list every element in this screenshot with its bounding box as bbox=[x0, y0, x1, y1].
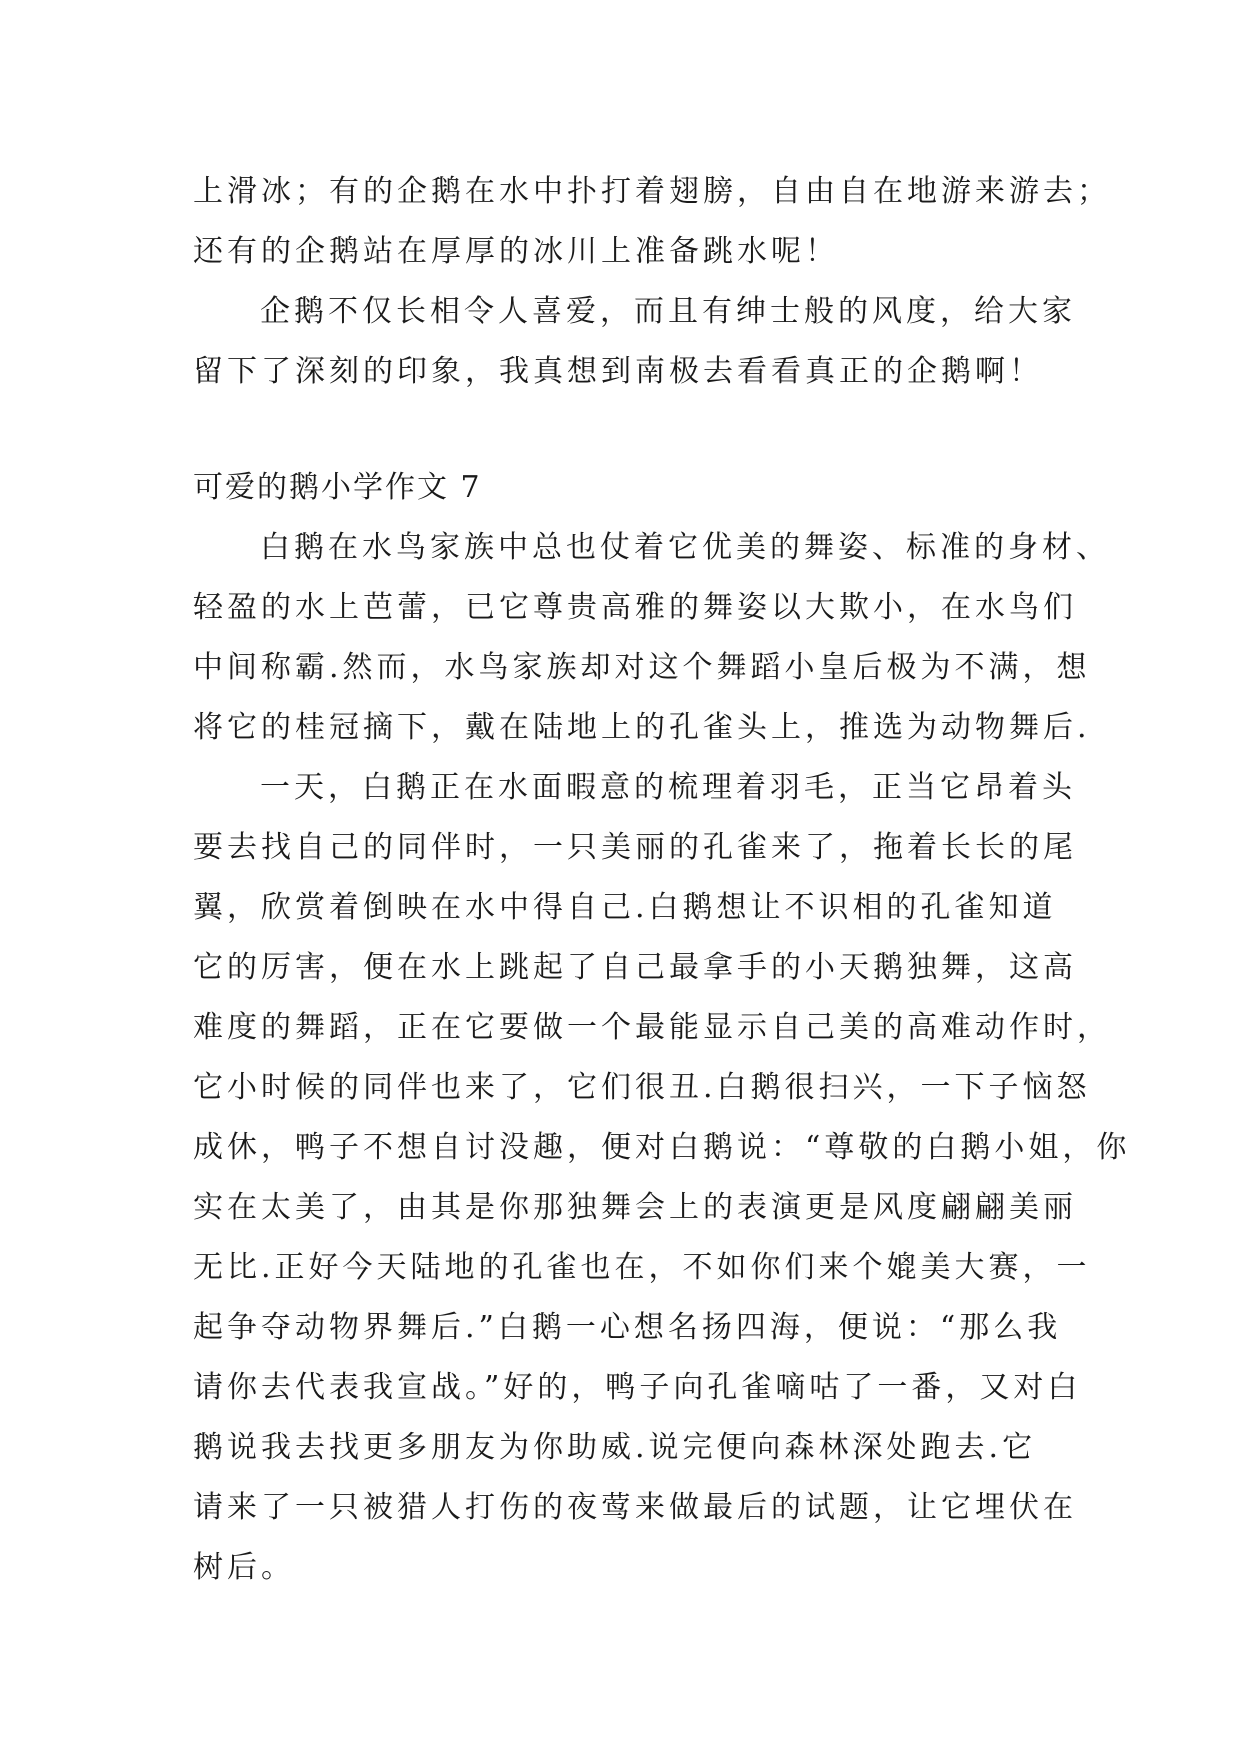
text-line: 请你去代表我宣战。”好的，鸭子向孔雀嘀咕了一番，又对白 bbox=[193, 1370, 1082, 1405]
text-line: 要去找自己的同伴时，一只美丽的孔雀来了，拖着长长的尾 bbox=[193, 830, 1077, 865]
prev-conclusion-paragraph bbox=[193, 282, 1076, 402]
section-spacer bbox=[193, 402, 1073, 458]
paragraph-1 bbox=[193, 518, 1110, 758]
text-line: 还有的企鹅站在厚厚的冰川上准备跳水呢！ bbox=[193, 234, 839, 269]
text-line: 将它的桂冠摘下，戴在陆地上的孔雀头上，推选为动物舞后. bbox=[193, 710, 1091, 745]
paragraph-2 bbox=[193, 758, 1131, 1598]
text-line: 一天，白鹅正在水面暇意的梳理着羽毛，正当它昂着头 bbox=[260, 770, 1076, 805]
text-line: 翼，欣赏着倒映在水中得自己.白鹅想让不识相的孔雀知道 bbox=[193, 890, 1057, 925]
text-line: 上滑冰；有的企鹅在水中扑打着翅膀，自由自在地游来游去； bbox=[193, 174, 1111, 209]
prev-section-text bbox=[193, 162, 1111, 282]
text-line: 树后。 bbox=[193, 1550, 295, 1585]
text-line: 它的厉害，便在水上跳起了自己最拿手的小天鹅独舞，这高 bbox=[193, 950, 1077, 985]
section-title: 可爱的鹅小学作文 7 bbox=[193, 470, 482, 505]
text-line: 轻盈的水上芭蕾，已它尊贵高雅的舞姿以大欺小，在水鸟们 bbox=[193, 590, 1077, 625]
text-line: 留下了深刻的印象，我真想到南极去看看真正的企鹅啊！ bbox=[193, 354, 1043, 389]
text-line: 白鹅在水鸟家族中总也仗着它优美的舞姿、标准的身材、 bbox=[260, 530, 1110, 565]
text-line: 无比.正好今天陆地的孔雀也在，不如你们来个媲美大赛，一 bbox=[193, 1250, 1091, 1285]
text-line: 鹅说我去找更多朋友为你助威.说完便向森林深处跑去.它 bbox=[193, 1430, 1037, 1465]
text-line: 实在太美了，由其是你那独舞会上的表演更是风度翩翩美丽 bbox=[193, 1190, 1077, 1225]
text-line: 难度的舞蹈，正在它要做一个最能显示自己美的高难动作时， bbox=[193, 1010, 1111, 1045]
document-page bbox=[193, 162, 1131, 1598]
text-line: 成休，鸭子不想自讨没趣，便对白鹅说：“尊敬的白鹅小姐，你 bbox=[193, 1130, 1131, 1165]
text-line: 中间称霸.然而，水鸟家族却对这个舞蹈小皇后极为不满，想 bbox=[193, 650, 1091, 685]
text-line: 它小时候的同伴也来了，它们很丑.白鹅很扫兴，一下子恼怒 bbox=[193, 1070, 1091, 1105]
text-line: 起争夺动物界舞后.”白鹅一心想名扬四海，便说：“那么我 bbox=[193, 1310, 1062, 1345]
text-line: 请来了一只被猎人打伤的夜莺来做最后的试题，让它埋伏在 bbox=[193, 1490, 1077, 1525]
text-line: 企鹅不仅长相令人喜爱，而且有绅士般的风度，给大家 bbox=[260, 294, 1076, 329]
